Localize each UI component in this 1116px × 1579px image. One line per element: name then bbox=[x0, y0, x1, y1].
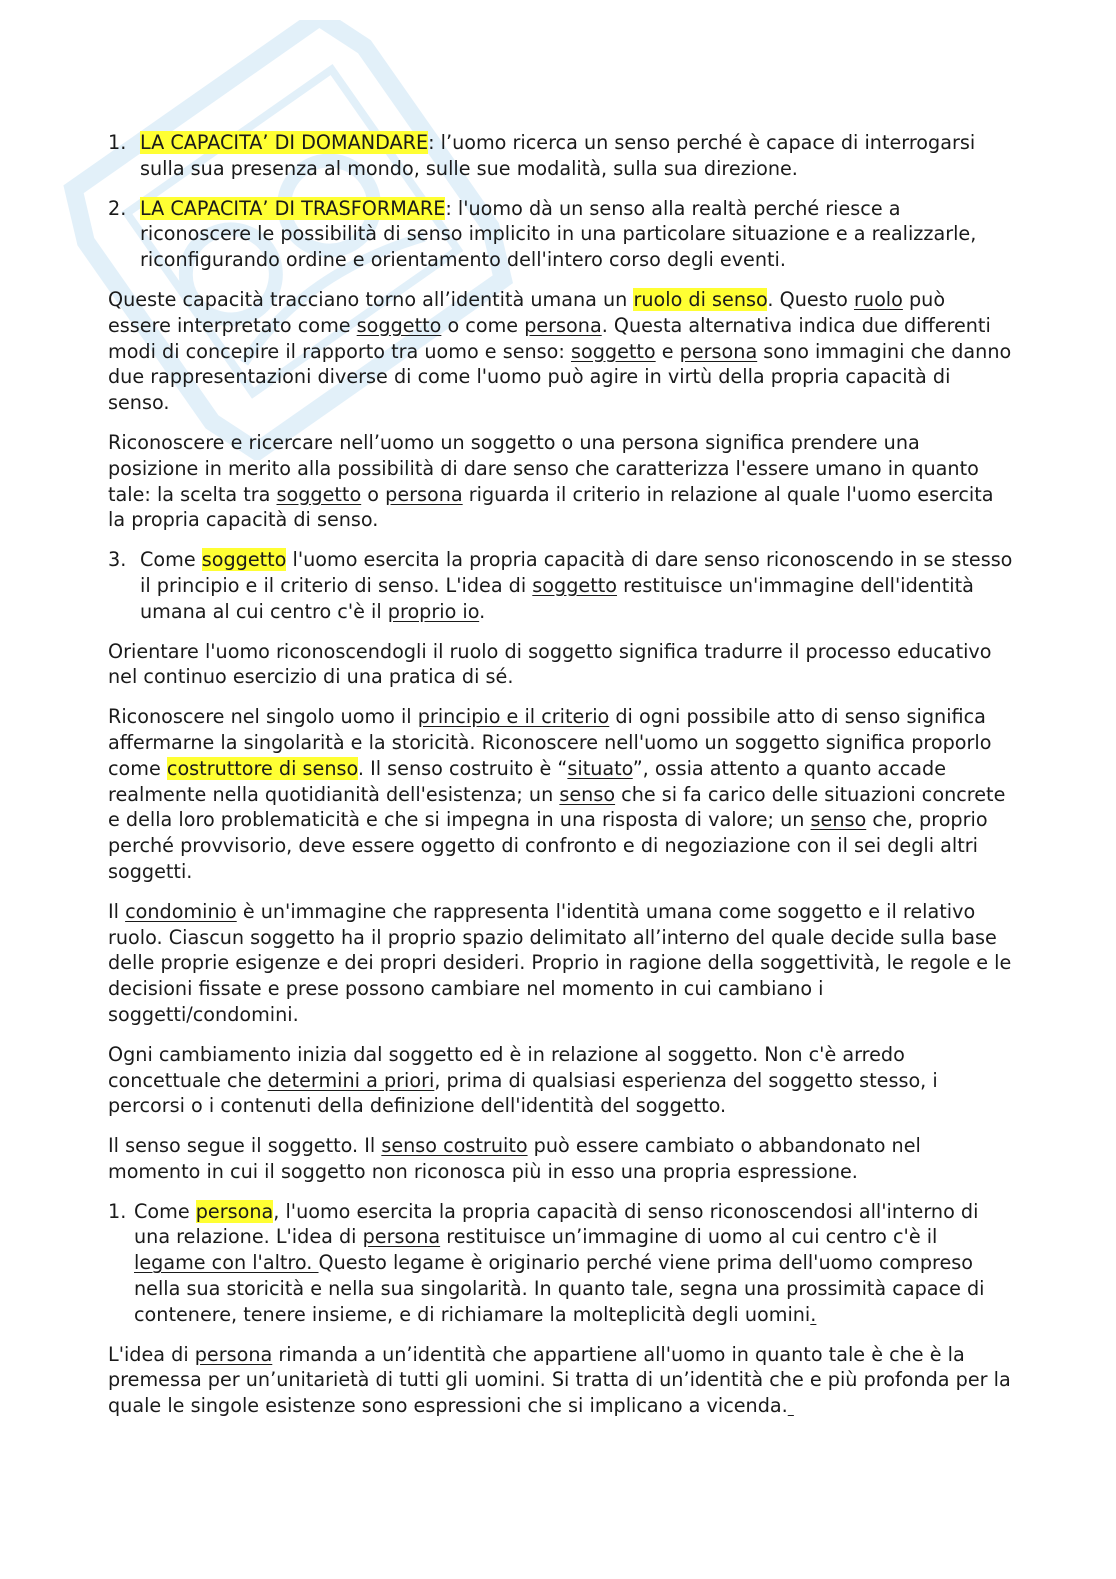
item-number: 3. bbox=[108, 548, 127, 572]
underlined-text bbox=[788, 1394, 794, 1417]
text-run: che, proprio perché provvisorio, deve essere oggetto di confronto e di negoziazione con il sei degli altri soggetti. bbox=[108, 808, 994, 883]
text-run: . Questa alternativa indica due differenti modi di concepire il rapporto tra uomo e senso: bbox=[108, 313, 997, 363]
text-run: rimanda a un’identità che appartiene all'uomo in quanto tale è che è la premessa per un’unitarietà di tutti gli uomini. Si tratta di un’identità che e più profonda per la quale le singole esistenze sono espressioni che si implicano a vicenda. bbox=[108, 1342, 1017, 1418]
text-run: restituisce un’immagine di uomo al cui centro c'è il bbox=[440, 1225, 944, 1249]
underlined-text: determini a priori bbox=[267, 1068, 435, 1092]
text-run: riguarda il criterio in relazione al quale l'uomo esercita la propria capacità di senso. bbox=[108, 482, 1000, 532]
paragraph bbox=[108, 899, 1018, 1028]
underlined-text: senso costruito bbox=[381, 1134, 528, 1158]
underlined-text: ruolo bbox=[854, 287, 903, 311]
numbered-item bbox=[108, 547, 1019, 624]
underlined-text: condominio bbox=[125, 899, 237, 923]
highlighted-text: LA CAPACITA’ DI TRASFORMARE bbox=[140, 196, 446, 220]
highlighted-text: persona bbox=[195, 1199, 274, 1223]
text-run: Come bbox=[134, 1199, 196, 1223]
underlined-text: persona bbox=[385, 482, 463, 506]
underlined-text: soggetto bbox=[532, 573, 617, 597]
text-run: sono immagini che danno due rappresentazioni diverse di come l'uomo può agire in virtù della propria capacità di senso. bbox=[108, 339, 1018, 415]
text-run: Riconoscere nel singolo uomo il bbox=[108, 705, 418, 729]
underlined-text: senso bbox=[559, 782, 616, 806]
underlined-text: senso bbox=[810, 808, 867, 832]
underlined-text: persona bbox=[194, 1342, 273, 1366]
text-run: , prima di qualsiasi esperienza del soggetto stesso, i percorsi o i contenuti della definizione dell'identità del soggetto. bbox=[108, 1068, 944, 1118]
underlined-text: situato bbox=[567, 756, 633, 780]
highlighted-text: LA CAPACITA’ DI DOMANDARE bbox=[140, 131, 429, 154]
item-number: 1. bbox=[108, 131, 127, 154]
text-run: Orientare l'uomo riconoscendogli il ruolo di soggetto significa tradurre il processo educativo nel continuo esercizio di una pratica di sé. bbox=[108, 639, 998, 689]
underlined-text: soggetto bbox=[356, 313, 442, 337]
text-run: può essere interpretato come bbox=[108, 287, 952, 337]
text-run: l'uomo esercita la propria capacità di dare senso riconoscendo in se stesso il principio e il criterio di senso. L'idea di bbox=[140, 548, 1019, 597]
text-run: Il bbox=[108, 899, 126, 923]
numbered-item bbox=[108, 1199, 1013, 1328]
paragraph bbox=[108, 1042, 1013, 1119]
text-run: Queste capacità tracciano torno all’identità umana un bbox=[108, 287, 634, 311]
text-run: Come bbox=[140, 548, 202, 572]
highlighted-text: soggetto bbox=[201, 548, 287, 572]
underlined-text: persona bbox=[524, 313, 602, 337]
paragraph bbox=[108, 704, 1013, 885]
text-run: Riconoscere e ricercare nell’uomo un soggetto o una persona significa prendere una posizione in merito alla possibilità di dare senso che caratterizza l'essere umano in quanto tale: la scelta tra bbox=[108, 430, 985, 506]
text-run: : l'uomo dà un senso alla realtà perché riesce a riconoscere le possibilità di senso implicito in una particolare situazione e a realizzarle, riconfigurando ordine e orientamento dell'intero corso degli eventi. bbox=[140, 196, 983, 272]
text-run: o bbox=[361, 482, 386, 506]
underlined-text: proprio io bbox=[387, 599, 480, 623]
text-run: può essere cambiato o abbandonato nel momento in cui il soggetto non riconosca più in esso una propria espressione. bbox=[108, 1134, 927, 1183]
highlighted-text: ruolo di senso bbox=[633, 287, 768, 311]
paragraph bbox=[108, 1133, 1013, 1185]
text-run: . Questo bbox=[767, 287, 855, 311]
highlighted-text: costruttore di senso bbox=[166, 756, 358, 780]
paragraph bbox=[108, 1342, 1017, 1419]
paragraph bbox=[108, 287, 1018, 416]
item-number: 1. bbox=[108, 1199, 127, 1223]
underlined-text: principio e il criterio bbox=[417, 705, 610, 729]
numbered-item bbox=[108, 196, 1013, 273]
text-run: , l'uomo esercita la propria capacità di senso riconoscendosi all'interno di una relazione. L'idea di bbox=[134, 1199, 985, 1249]
text-run: Il senso segue il soggetto. Il bbox=[108, 1134, 382, 1158]
underlined-text: soggetto bbox=[570, 339, 656, 363]
paragraph bbox=[108, 430, 1013, 533]
text-run: L'idea di bbox=[108, 1342, 195, 1366]
text-run: . Il senso costruito è “ bbox=[357, 756, 568, 780]
text-run: e bbox=[655, 339, 680, 363]
underlined-text: persona bbox=[362, 1225, 441, 1249]
numbered-item bbox=[108, 130, 1013, 182]
underlined-text: soggetto bbox=[276, 482, 362, 506]
text-run: che si fa carico delle situazioni concrete e della loro problematicità e che si impegna in una risposta di valore; un bbox=[108, 782, 1012, 832]
text-run: è un'immagine che rappresenta l'identità umana come soggetto e il relativo ruolo. Ciascun soggetto ha il proprio spazio delimitato all’interno del quale decide sulla base delle proprie esigenze e dei propri desideri. Proprio in ragione della soggettività, le regole e le decisioni fissate e prese possono cambiare nel momento in cui cambiano i soggetti/condomini. bbox=[108, 899, 1018, 1026]
text-run: . bbox=[479, 599, 486, 623]
text-run: ”, ossia attento a quanto accade realmente nella quotidianità dell'esistenza; un bbox=[108, 756, 953, 806]
paragraph bbox=[108, 639, 1013, 691]
text-run: Questo legame è originario perché viene prima dell'uomo compreso nella sua storicità e nella sua singolarità. In quanto tale, segna una prossimità capace di contenere, tenere insieme, e di richiamare la molteplicità degli uomini bbox=[134, 1251, 991, 1326]
underlined-text: legame con l'altro. bbox=[134, 1251, 319, 1275]
underlined-text: persona bbox=[679, 339, 758, 363]
text-run: : l’uomo ricerca un senso perché è capace di interrogarsi sulla sua presenza al mondo, sulle sue modalità, sulla sua direzione. bbox=[140, 131, 982, 180]
text-run: o come bbox=[441, 313, 525, 337]
text-run: restituisce un'immagine dell'identità umana al cui centro c'è il bbox=[140, 573, 980, 623]
underlined-text: . bbox=[810, 1302, 817, 1326]
document-page bbox=[108, 130, 1019, 1433]
text-run: Ogni cambiamento inizia dal soggetto ed è in relazione al soggetto. Non c'è arredo concettuale che bbox=[108, 1042, 911, 1092]
text-run: di ogni possibile atto di senso significa affermarne la singolarità e la storicità. Riconoscere nell'uomo un soggetto significa proporlo come bbox=[108, 705, 998, 780]
item-number: 2. bbox=[108, 196, 127, 220]
